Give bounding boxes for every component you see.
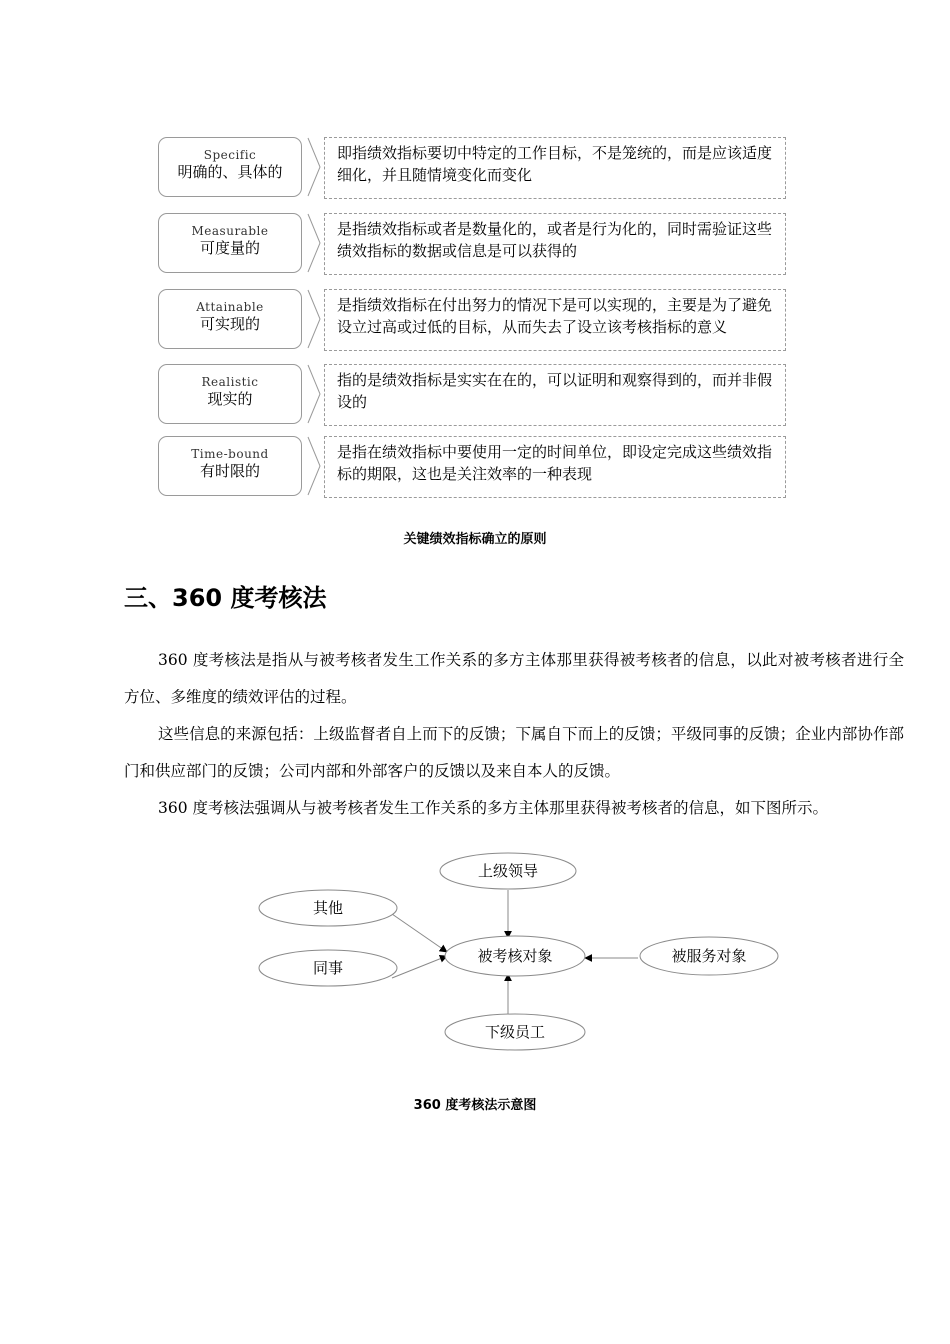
node-left-top-label: 其他 bbox=[312, 899, 344, 917]
smart-row-attainable bbox=[158, 289, 786, 351]
smart-description: 是指绩效指标在付出努力的情况下是可以实现的，主要是为了避免设立过高或过低的目标，从而失去了设立该考核指标的意义 bbox=[324, 289, 786, 351]
arrow-left-top bbox=[392, 914, 447, 952]
chevron-right-icon bbox=[306, 364, 326, 424]
figure-caption-360: 360 度考核法示意图 bbox=[413, 1098, 537, 1113]
360-diagram bbox=[250, 848, 790, 1058]
smart-key-chinese: 可度量的 bbox=[199, 239, 260, 257]
node-top-label: 上级领导 bbox=[477, 862, 539, 880]
smart-key-english: Measurable bbox=[191, 224, 269, 238]
section-heading: 三、360 度考核法 bbox=[124, 584, 327, 612]
smart-description: 是指绩效指标或者是数量化的，或者是行为化的，同时需验证这些绩效指标的数据或信息是可以获得的 bbox=[324, 213, 786, 275]
chevron-right-icon bbox=[306, 137, 326, 197]
chevron-right-icon bbox=[306, 289, 326, 349]
node-bottom-label: 下级员工 bbox=[484, 1023, 546, 1041]
paragraph-1: 360 度考核法是指从与被考核者发生工作关系的多方主体那里获得被考核者的信息，以此对被考核者进行全方位、多维度的绩效评估的过程。 bbox=[124, 651, 904, 706]
smart-description: 是指在绩效指标中要使用一定的时间单位，即设定完成这些绩效指标的期限，这也是关注效率的一种表现 bbox=[324, 436, 786, 498]
node-right-label: 被服务对象 bbox=[671, 947, 747, 965]
smart-key-english: Specific bbox=[203, 148, 257, 162]
node-center-label: 被考核对象 bbox=[477, 947, 553, 965]
chevron-right-icon bbox=[306, 213, 326, 273]
smart-key bbox=[158, 213, 302, 273]
smart-key bbox=[158, 289, 302, 349]
smart-key-chinese: 现实的 bbox=[207, 390, 253, 408]
arrow-left-bottom bbox=[392, 956, 447, 978]
smart-key bbox=[158, 436, 302, 496]
smart-key bbox=[158, 137, 302, 197]
smart-key-chinese: 明确的、具体的 bbox=[177, 163, 283, 181]
smart-description: 即指绩效指标要切中特定的工作目标，不是笼统的，而是应该适度细化，并且随情境变化而变化 bbox=[324, 137, 786, 199]
smart-description: 指的是绩效指标是实实在在的，可以证明和观察得到的，而并非假设的 bbox=[324, 364, 786, 426]
smart-key-chinese: 有时限的 bbox=[199, 462, 260, 480]
smart-row-specific bbox=[158, 137, 786, 199]
figure-caption-kpi: 关键绩效指标确立的原则 bbox=[403, 532, 547, 547]
smart-key-chinese: 可实现的 bbox=[199, 315, 260, 333]
node-left-bottom-label: 同事 bbox=[312, 959, 344, 977]
smart-row-time-bound bbox=[158, 436, 786, 498]
smart-key-english: Attainable bbox=[196, 300, 264, 314]
paragraph-2: 这些信息的来源包括：上级监督者自上而下的反馈；下属自下而上的反馈；平级同事的反馈；企业内部协作部门和供应部门的反馈；公司内部和外部客户的反馈以及来自本人的反馈。 bbox=[124, 725, 904, 780]
smart-key-english: Time-bound bbox=[191, 447, 269, 461]
smart-row-measurable bbox=[158, 213, 786, 275]
paragraph-3: 360 度考核法强调从与被考核者发生工作关系的多方主体那里获得被考核者的信息，如下图所示。 bbox=[158, 799, 829, 817]
chevron-right-icon bbox=[306, 436, 326, 496]
smart-row-realistic bbox=[158, 364, 786, 426]
smart-key-english: Realistic bbox=[201, 375, 259, 389]
smart-key bbox=[158, 364, 302, 424]
